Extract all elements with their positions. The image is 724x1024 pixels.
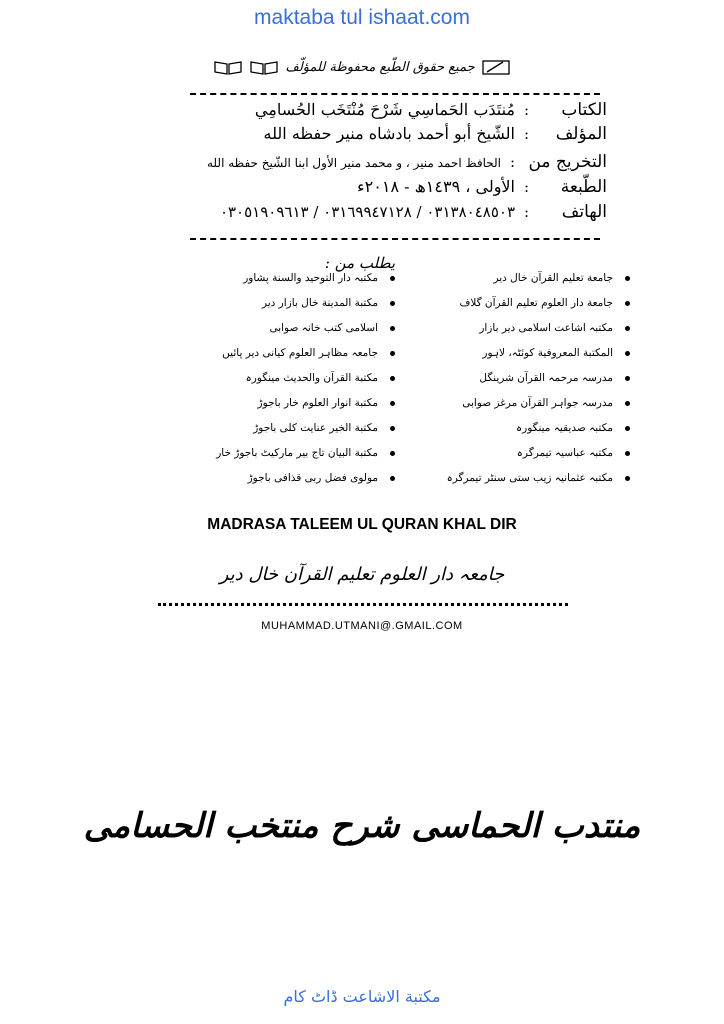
book-icon <box>249 58 279 76</box>
divider <box>190 238 600 240</box>
info-row-author: المؤلف : الشّيخ أبو أحمد بادشاه منير حفظه الله <box>263 124 607 144</box>
info-value: الحافظ احمد منير ، و محمد منير الأول ابنا الشّيخ حفظه الله <box>207 156 501 170</box>
list-item: مکتبہ عباسیہ تیمرگرہ <box>517 447 630 459</box>
list-item: المکتبة المعروفیة کوئٹہ، لاہور <box>482 347 630 359</box>
list-item: اسلامی کتب خانہ صوابی <box>269 322 395 334</box>
info-value: ٠٣١٣٨٠٤٨٥٠٣ / ٠٣١٦٩٩٤٧١٢٨ / ٠٣٠٥١٩٠٩٦١٣ <box>219 203 515 221</box>
copyright-notice <box>212 54 512 80</box>
list-item: مدرسہ مرحمہ القرآن شرینگل <box>479 372 630 384</box>
list-item: مکتبة القرآن والحدیث مینگورہ <box>246 372 395 384</box>
quill-icon <box>481 58 511 76</box>
distributor-list-left <box>170 272 395 492</box>
requested-from-heading: يطلب من : <box>324 254 396 272</box>
copyright-text: جميع حقوق الطّبع محفوظة للمؤلّف <box>285 59 475 75</box>
list-item: مولوی فضل ربی قذافی باجوڑ <box>248 472 395 484</box>
list-item: مکتبہ دار التوحید والسنة پشاور <box>243 272 395 284</box>
list-item: مکتبة البیان تاج بیر مارکیٹ باجوڑ خار <box>216 447 395 459</box>
divider <box>190 93 600 95</box>
info-row-edition: الطّبعة : الأولى ، ١٤٣٩ھ - ٢٠١٨ء <box>357 177 607 197</box>
list-item: جامعة دار العلوم تعلیم القرآن گلاف <box>459 297 630 309</box>
info-label: الهاتف <box>561 202 607 222</box>
email-address[interactable]: MUHAMMAD.UTMANI@.GMAIL.COM <box>261 620 463 632</box>
list-item: جامعہ مظاہر العلوم کیانی دیر پائیں <box>222 347 395 359</box>
info-value: مُنتَدَب الحَماسِي شَرْحَ مُنْتَخَب الحُسامِي <box>254 100 515 119</box>
book-icon <box>213 58 243 76</box>
list-item: مکتبة المدینة خال بازار دیر <box>262 297 395 309</box>
distributor-list-right <box>400 272 630 492</box>
book-info <box>190 100 607 230</box>
site-header[interactable]: maktaba tul ishaat.com <box>254 6 470 29</box>
list-item: مکتبہ صدیقیہ مینگورہ <box>516 422 630 434</box>
madrasa-name-english: MADRASA TALEEM UL QURAN KHAL DIR <box>207 516 517 533</box>
info-value: الأولى ، ١٤٣٩ھ - ٢٠١٨ء <box>357 177 515 196</box>
info-label: الكتاب <box>561 100 607 120</box>
list-item: جامعة تعلیم القرآن خال دیر <box>493 272 630 284</box>
info-row-title: الكتاب : مُنتَدَب الحَماسِي شَرْحَ مُنْتَخَب الحُسامِي <box>254 100 607 120</box>
list-item: مکتبہ اشاعت اسلامی دیر بازار <box>479 322 630 334</box>
info-row-takhrij: التخريج من : الحافظ احمد منير ، و محمد منير الأول ابنا الشّيخ حفظه الله <box>207 152 607 172</box>
info-label: التخريج من <box>528 152 607 172</box>
list-item: مدرسہ جواہر القرآن مرغز صوابی <box>462 397 630 409</box>
info-label: المؤلف <box>555 124 607 144</box>
list-item: مکتبة انوار العلوم خار باجوڑ <box>258 397 395 409</box>
madrasa-name-urdu: جامعہ دار العلوم تعلیم القرآن خال دیر <box>219 564 505 585</box>
book-title: منتدب الحماسی شرح منتخب الحسامی <box>83 806 641 846</box>
dotted-divider <box>158 603 568 609</box>
site-footer[interactable]: مكتبة الاشاعت ڈاٹ کام <box>283 987 441 1006</box>
info-row-phone: الهاتف : ٠٣١٣٨٠٤٨٥٠٣ / ٠٣١٦٩٩٤٧١٢٨ / ٠٣٠٥١٩٠٩٦١٣ <box>219 202 607 222</box>
list-item: مکتبة الخیر عنایت کلی باجوڑ <box>253 422 395 434</box>
list-item: مکتبہ عثمانیہ زیب ستی سنٹر تیمرگرہ <box>447 472 630 484</box>
info-value: الشّيخ أبو أحمد بادشاه منير حفظه الله <box>263 124 515 143</box>
info-label: الطّبعة <box>560 177 607 197</box>
